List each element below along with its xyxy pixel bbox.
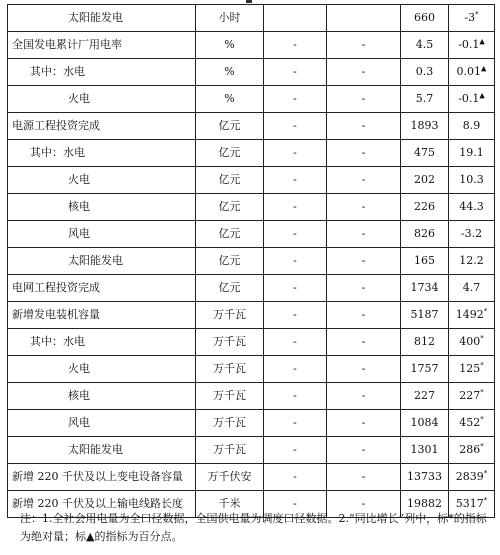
table-row — [8, 302, 495, 329]
value-cell: 19882 — [401, 491, 449, 518]
column-b-cell: - — [327, 140, 401, 167]
column-a-cell: - — [264, 221, 327, 248]
column-a-cell: - — [264, 329, 327, 356]
table-row — [8, 113, 495, 140]
yoy-change-marker: * — [483, 496, 488, 505]
column-b-cell: - — [327, 464, 401, 491]
indicator-name: 电源工程投资完成 — [12, 119, 100, 132]
value-cell: 165 — [401, 248, 449, 275]
column-a-cell: - — [264, 113, 327, 140]
indicator-name: 其中：水电 — [30, 335, 85, 348]
value-cell: 1757 — [401, 356, 449, 383]
table-row — [8, 221, 495, 248]
unit-cell: 万千伏安 — [196, 464, 264, 491]
yoy-change-value: 5317 — [455, 497, 484, 510]
indicator-name: 核电 — [68, 200, 90, 213]
indicator-name-cell — [8, 356, 196, 383]
value-cell: 226 — [401, 194, 449, 221]
yoy-change-marker: ▲ — [481, 64, 487, 73]
indicator-name: 太阳能发电 — [68, 254, 123, 267]
statistics-table-body — [8, 5, 495, 518]
value-cell: 1084 — [401, 410, 449, 437]
column-b-cell: - — [327, 329, 401, 356]
column-a-cell: - — [264, 140, 327, 167]
yoy-change-cell — [449, 5, 495, 32]
indicator-name-cell — [8, 167, 196, 194]
yoy-change-cell — [449, 275, 495, 302]
yoy-change-marker: * — [480, 388, 484, 397]
indicator-name-cell — [8, 275, 196, 302]
unit-cell: 亿元 — [196, 194, 264, 221]
unit-cell: 万千瓦 — [196, 383, 264, 410]
yoy-change-value: -0.1 — [458, 92, 480, 105]
unit-cell: 亿元 — [196, 275, 264, 302]
indicator-name-cell — [8, 302, 196, 329]
value-cell: 1734 — [401, 275, 449, 302]
unit-cell: 亿元 — [196, 167, 264, 194]
yoy-change-cell — [449, 59, 495, 86]
table-footnote: 注：1.全社会用电量为全口径数据，全国供电量为调度口径数据。2.“同比增长”列中，标*的指标为绝对量；标▲的指标为百分点。 — [20, 512, 487, 543]
column-b-cell: - — [327, 32, 401, 59]
unit-cell: 千米 — [196, 491, 264, 518]
indicator-name-cell — [8, 221, 196, 248]
yoy-change-value: 400 — [459, 335, 481, 348]
column-a-cell: - — [264, 437, 327, 464]
yoy-change-value: 12.2 — [459, 254, 484, 267]
column-b-cell: - — [327, 194, 401, 221]
value-cell: 227 — [401, 383, 449, 410]
column-b-cell: - — [327, 437, 401, 464]
indicator-name: 其中：水电 — [30, 65, 85, 78]
indicator-name-cell — [8, 113, 196, 140]
column-b-cell: - — [327, 491, 401, 518]
yoy-change-value: -0.1 — [458, 38, 480, 51]
yoy-change-cell — [449, 356, 495, 383]
column-a-cell: - — [264, 410, 327, 437]
yoy-change-value: 4.7 — [462, 281, 481, 294]
yoy-change-value: 452 — [459, 416, 481, 429]
indicator-name: 全国发电累计厂用电率 — [12, 38, 122, 51]
yoy-change-value: 2839 — [455, 470, 484, 483]
indicator-name-cell — [8, 410, 196, 437]
indicator-name: 风电 — [68, 227, 90, 240]
column-a-cell: - — [264, 464, 327, 491]
indicator-name-cell — [8, 464, 196, 491]
unit-cell: 万千瓦 — [196, 302, 264, 329]
column-b-cell: - — [327, 59, 401, 86]
yoy-change-value: 286 — [459, 443, 481, 456]
column-b-cell: - — [327, 248, 401, 275]
unit-cell: 亿元 — [196, 221, 264, 248]
column-b-cell: - — [327, 383, 401, 410]
column-a-cell: - — [264, 32, 327, 59]
table-row — [8, 383, 495, 410]
unit-cell: 小时 — [196, 5, 264, 32]
indicator-name-cell — [8, 329, 196, 356]
page-top-mark — [246, 0, 252, 3]
column-a-cell: - — [264, 167, 327, 194]
statistics-table — [7, 4, 495, 518]
value-cell: 812 — [401, 329, 449, 356]
column-b-cell: - — [327, 113, 401, 140]
yoy-change-cell — [449, 464, 495, 491]
column-a-cell: - — [264, 383, 327, 410]
indicator-name: 火电 — [68, 362, 90, 375]
indicator-name-cell — [8, 86, 196, 113]
unit-cell: 亿元 — [196, 140, 264, 167]
column-b-cell: - — [327, 410, 401, 437]
yoy-change-cell — [449, 302, 495, 329]
yoy-change-cell — [449, 410, 495, 437]
column-a-cell: - — [264, 248, 327, 275]
yoy-change-cell — [449, 167, 495, 194]
yoy-change-marker: * — [483, 469, 488, 478]
value-cell: 0.3 — [401, 59, 449, 86]
table-row — [8, 140, 495, 167]
yoy-change-cell — [449, 32, 495, 59]
yoy-change-value: 8.9 — [462, 119, 481, 132]
value-cell: 1301 — [401, 437, 449, 464]
column-b-cell: - — [327, 86, 401, 113]
indicator-name-cell — [8, 194, 196, 221]
table-row — [8, 410, 495, 437]
table-row — [8, 167, 495, 194]
yoy-change-marker: ▲ — [479, 37, 485, 46]
table-row — [8, 32, 495, 59]
yoy-change-marker: * — [480, 334, 484, 343]
unit-cell: 万千瓦 — [196, 356, 264, 383]
table-row — [8, 275, 495, 302]
column-b-cell: - — [327, 221, 401, 248]
value-cell: 660 — [401, 5, 449, 32]
yoy-change-marker: * — [483, 307, 488, 316]
yoy-change-value: -3.2 — [460, 227, 483, 240]
column-a-cell: - — [264, 491, 327, 518]
indicator-name: 新增 220 千伏及以上变电设备容量 — [12, 470, 183, 483]
indicator-name-cell — [8, 5, 196, 32]
yoy-change-cell — [449, 437, 495, 464]
value-cell: 202 — [401, 167, 449, 194]
yoy-change-value: 10.3 — [459, 173, 484, 186]
value-cell: 5.7 — [401, 86, 449, 113]
table-row — [8, 248, 495, 275]
yoy-change-value: 19.1 — [459, 146, 484, 159]
table-row — [8, 356, 495, 383]
column-a-cell — [264, 5, 327, 32]
indicator-name-cell — [8, 140, 196, 167]
yoy-change-cell — [449, 221, 495, 248]
indicator-name-cell — [8, 383, 196, 410]
table-row — [8, 329, 495, 356]
yoy-change-marker: ▲ — [479, 91, 485, 100]
yoy-change-value: 1492 — [455, 308, 484, 321]
column-a-cell: - — [264, 302, 327, 329]
column-a-cell: - — [264, 356, 327, 383]
column-a-cell: - — [264, 86, 327, 113]
unit-cell: % — [196, 86, 264, 113]
indicator-name: 太阳能发电 — [68, 443, 123, 456]
yoy-change-cell — [449, 113, 495, 140]
yoy-change-value: 125 — [459, 362, 481, 375]
indicator-name: 太阳能发电 — [68, 11, 123, 24]
column-b-cell — [327, 5, 401, 32]
table-row — [8, 5, 495, 32]
unit-cell: 万千瓦 — [196, 329, 264, 356]
indicator-name-cell — [8, 59, 196, 86]
value-cell: 5187 — [401, 302, 449, 329]
unit-cell: 万千瓦 — [196, 437, 264, 464]
value-cell: 826 — [401, 221, 449, 248]
table-row — [8, 86, 495, 113]
yoy-change-marker: * — [475, 10, 479, 19]
yoy-change-marker: * — [480, 442, 484, 451]
indicator-name: 风电 — [68, 416, 90, 429]
table-row — [8, 437, 495, 464]
yoy-change-cell — [449, 383, 495, 410]
unit-cell: % — [196, 59, 264, 86]
unit-cell: 亿元 — [196, 248, 264, 275]
indicator-name-cell — [8, 437, 196, 464]
table-row — [8, 464, 495, 491]
yoy-change-cell — [449, 329, 495, 356]
unit-cell: % — [196, 32, 264, 59]
yoy-change-value: 0.01 — [456, 65, 482, 78]
yoy-change-value: 227 — [459, 389, 481, 402]
indicator-name: 新增发电装机容量 — [12, 308, 100, 321]
indicator-name: 新增 220 千伏及以上输电线路长度 — [12, 497, 183, 510]
column-a-cell: - — [264, 59, 327, 86]
value-cell: 13733 — [401, 464, 449, 491]
yoy-change-marker: * — [480, 415, 484, 424]
unit-cell: 万千瓦 — [196, 410, 264, 437]
value-cell: 4.5 — [401, 32, 449, 59]
table-row — [8, 194, 495, 221]
column-b-cell: - — [327, 167, 401, 194]
yoy-change-cell — [449, 194, 495, 221]
column-a-cell: - — [264, 275, 327, 302]
column-b-cell: - — [327, 275, 401, 302]
column-a-cell: - — [264, 194, 327, 221]
yoy-change-value: -3 — [464, 11, 476, 24]
indicator-name: 核电 — [68, 389, 90, 402]
indicator-name-cell — [8, 32, 196, 59]
indicator-name-cell — [8, 248, 196, 275]
value-cell: 1893 — [401, 113, 449, 140]
column-b-cell: - — [327, 302, 401, 329]
indicator-name: 火电 — [68, 92, 90, 105]
indicator-name: 火电 — [68, 173, 90, 186]
yoy-change-cell — [449, 248, 495, 275]
table-row — [8, 59, 495, 86]
column-b-cell: - — [327, 356, 401, 383]
yoy-change-cell — [449, 140, 495, 167]
unit-cell: 亿元 — [196, 113, 264, 140]
indicator-name: 其中：水电 — [30, 146, 85, 159]
yoy-change-marker: * — [480, 361, 484, 370]
value-cell: 475 — [401, 140, 449, 167]
yoy-change-cell — [449, 86, 495, 113]
indicator-name: 电网工程投资完成 — [12, 281, 100, 294]
yoy-change-value: 44.3 — [459, 200, 484, 213]
